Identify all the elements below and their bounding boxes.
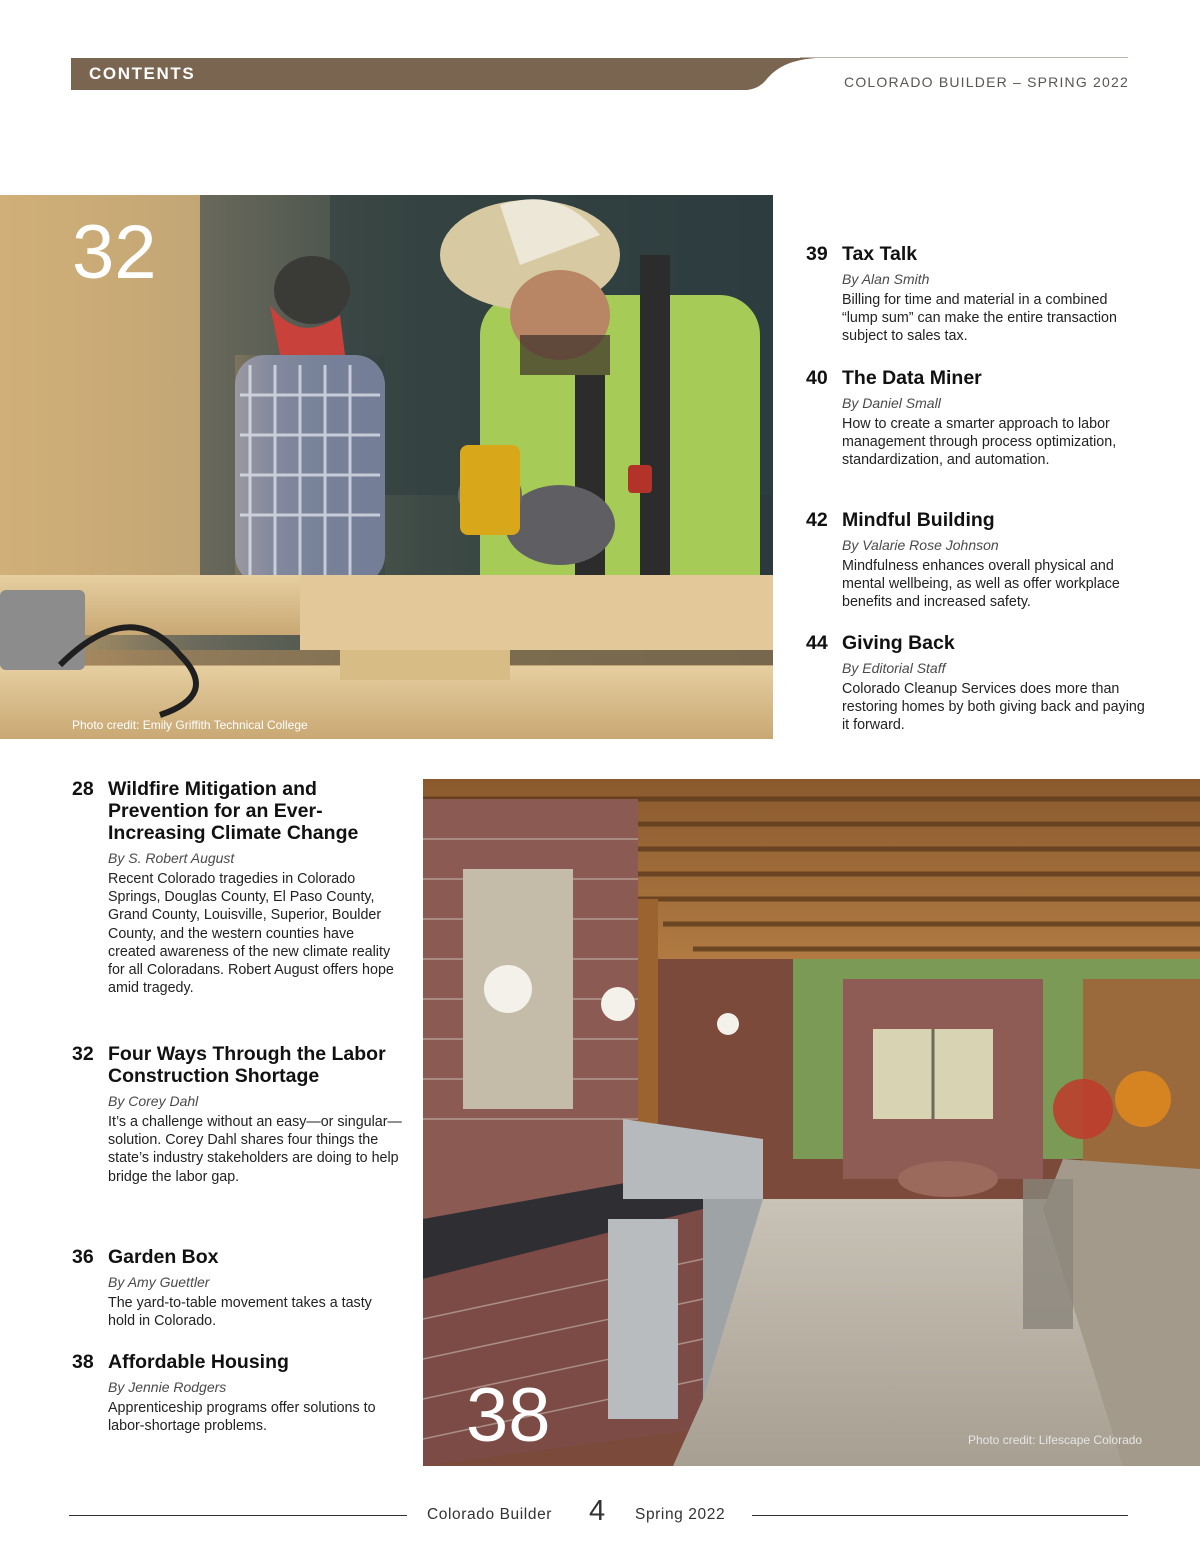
- toc-description: It’s a challenge without an easy—or singular—solution. Corey Dahl shares four things the state’s industry stakeholders are doing to help bridge the labor gap.: [108, 1114, 402, 1185]
- toc-title[interactable]: Affordable Housing: [108, 1351, 289, 1373]
- toc-page-number: 44: [806, 632, 828, 654]
- toc-title[interactable]: Garden Box: [108, 1246, 219, 1268]
- footer-page-number: 4: [589, 1495, 606, 1527]
- toc-title[interactable]: The Data Miner: [842, 367, 982, 389]
- toc-title[interactable]: Mindful Building: [842, 509, 995, 531]
- toc-page-number: 36: [72, 1246, 94, 1268]
- toc-page-number: 40: [806, 367, 828, 389]
- photo-credit: Photo credit: Lifescape Colorado: [968, 1433, 1143, 1447]
- photo-page-number: 38: [466, 1373, 551, 1458]
- toc-entry[interactable]: [72, 1351, 402, 1435]
- toc-entry[interactable]: [72, 1246, 402, 1330]
- toc-page-number: 32: [72, 1043, 94, 1065]
- toc-description: The yard-to-table movement takes a tasty hold in Colorado.: [108, 1295, 372, 1330]
- toc-title[interactable]: Four Ways Through the Labor Construction Shortage: [108, 1043, 386, 1087]
- footer-rule: [69, 1515, 407, 1516]
- footer-magazine-name: Colorado Builder: [427, 1506, 553, 1523]
- toc-byline: By Daniel Small: [842, 395, 941, 411]
- toc-description: Apprenticeship programs offer solutions to labor-shortage problems.: [108, 1400, 376, 1435]
- toc-page-number: 28: [72, 778, 94, 800]
- photo-credit: Photo credit: Emily Griffith Technical College: [72, 718, 308, 732]
- issue-label: COLORADO BUILDER – SPRING 2022: [844, 74, 1129, 90]
- toc-page-number: 42: [806, 509, 828, 531]
- toc-description: How to create a smarter approach to labor management through process optimization, standardization, and automation.: [842, 416, 1117, 469]
- toc-byline: By Valarie Rose Johnson: [842, 537, 999, 553]
- toc-title[interactable]: Wildfire Mitigation and Prevention for an Ever-Increasing Climate Change: [108, 778, 359, 844]
- toc-description: Recent Colorado tragedies in Colorado Springs, Douglas County, El Paso County, Grand County, Louisville, Superior, Boulder County, and the western counties have created awareness of the new climate reality for all Coloradans. Robert August offers hope amid tragedy.: [108, 871, 394, 997]
- outdoor-kitchen-photo: [423, 779, 1200, 1466]
- toc-entry[interactable]: [806, 509, 1146, 612]
- toc-description: Colorado Cleanup Services does more than restoring homes by both giving back and paying it forward.: [842, 681, 1145, 734]
- toc-entry[interactable]: [806, 243, 1146, 346]
- section-label: CONTENTS: [89, 64, 196, 83]
- toc-entry[interactable]: [806, 632, 1146, 735]
- header-rule: [800, 57, 1128, 58]
- toc-title[interactable]: Giving Back: [842, 632, 955, 654]
- toc-entry[interactable]: [72, 1043, 402, 1186]
- toc-byline: By Editorial Staff: [842, 660, 946, 676]
- toc-byline: By Jennie Rodgers: [108, 1379, 227, 1395]
- toc-page-number: 39: [806, 243, 828, 265]
- toc-page-number: 38: [72, 1351, 94, 1373]
- toc-byline: By Alan Smith: [842, 271, 930, 287]
- toc-byline: By S. Robert August: [108, 850, 235, 866]
- toc-byline: By Amy Guettler: [108, 1274, 210, 1290]
- toc-byline: By Corey Dahl: [108, 1093, 199, 1109]
- photo-page-number: 32: [72, 210, 157, 295]
- toc-description: Billing for time and material in a combined “lump sum” can make the entire transaction subject to sales tax.: [842, 292, 1117, 345]
- footer-issue: Spring 2022: [635, 1506, 726, 1523]
- footer-rule: [752, 1515, 1128, 1516]
- toc-description: Mindfulness enhances overall physical and mental wellbeing, as well as offer workplace benefits and increased safety.: [842, 558, 1120, 611]
- toc-entry[interactable]: [806, 367, 1146, 470]
- toc-title[interactable]: Tax Talk: [842, 243, 918, 265]
- toc-entry[interactable]: [72, 778, 402, 997]
